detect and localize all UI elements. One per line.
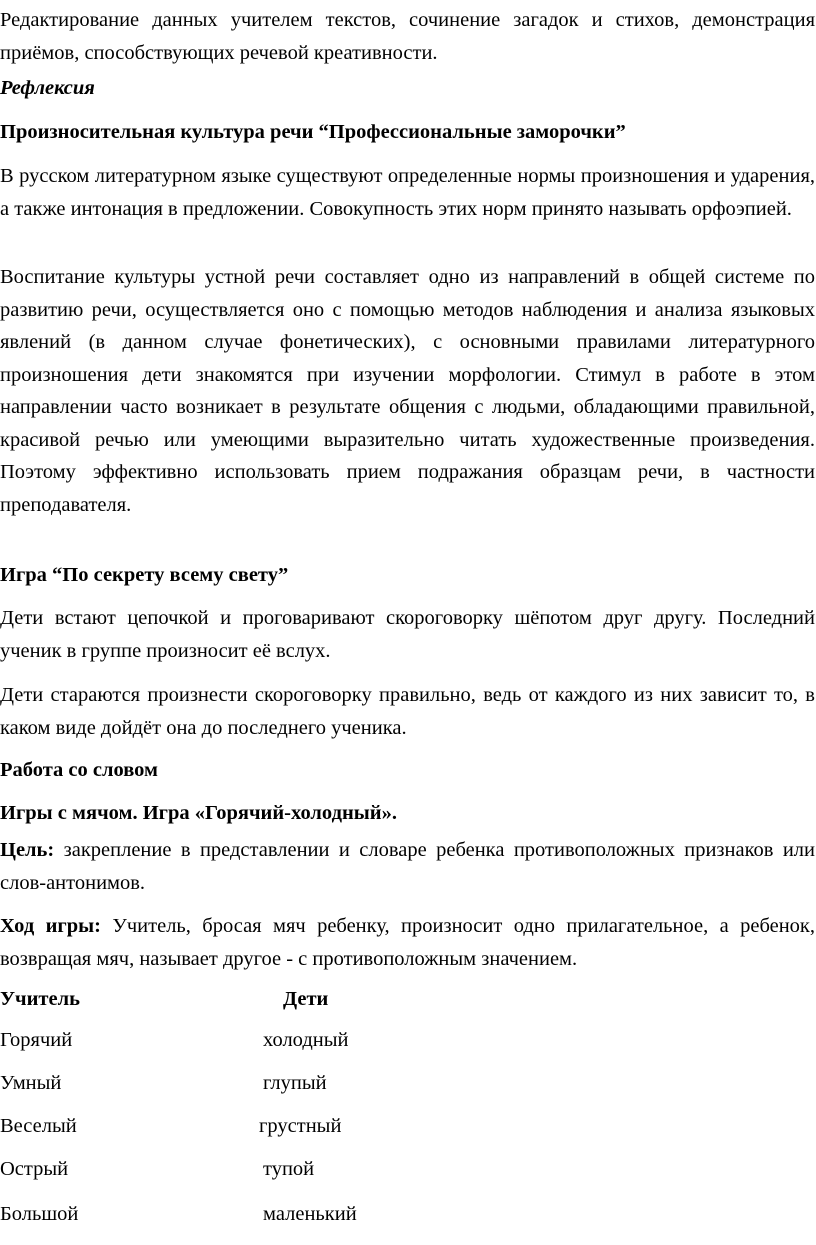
goal-label: Цель: (0, 839, 55, 861)
table-cell-children: грустный (259, 1115, 342, 1137)
table-cell-teacher: Умный (0, 1072, 62, 1094)
course-label: Ход игры: (0, 915, 101, 937)
table-cell-children: глупый (263, 1072, 327, 1094)
heading-pronunciation-culture: Произносительная культура речи “Профессиональные заморочки” (0, 121, 626, 143)
paragraph-chain: Дети встают цепочкой и проговаривают скороговорку шёпотом друг другу. Последний ученик в группе произносит её вслух. (0, 607, 815, 662)
table-cell-teacher: Большой (0, 1203, 79, 1225)
heading-game-secret: Игра “По секрету всему свету” (0, 564, 289, 586)
heading-reflection: Рефлексия (0, 77, 95, 99)
paragraph-course (0, 910, 815, 975)
table-row (0, 1110, 815, 1142)
table-header-children: Дети (283, 988, 329, 1010)
paragraph-norms: В русском литературном языке существуют определенные нормы произношения и ударения, а также интонация в предложении. Совокупность этих норм принято называть орфоэпией. (0, 165, 815, 220)
table-header-row (0, 983, 815, 1015)
table-cell-teacher: Горячий (0, 1029, 73, 1051)
table-cell-children: холодный (263, 1029, 349, 1051)
heading-word-work: Работа со словом (0, 759, 158, 781)
table-header-teacher: Учитель (0, 988, 80, 1010)
paragraph-try: Дети стараются произнести скороговорку правильно, ведь от каждого из них зависит то, в каком виде дойдёт она до последнего ученика. (0, 684, 815, 739)
table-row (0, 1024, 815, 1056)
table-cell-children: маленький (263, 1203, 357, 1225)
goal-text: закрепление в представлении и словаре ребенка противоположных признаков или слов-антонимов. (0, 839, 815, 894)
paragraph-goal (0, 834, 815, 899)
table-row (0, 1198, 815, 1230)
heading-ball-games: Игры с мячом. Игра «Горячий-холодный». (0, 802, 397, 824)
paragraph-intro: Редактирование данных учителем текстов, сочинение загадок и стихов, демонстрация приёмов, способствующих речевой креативности. (0, 9, 815, 64)
table-row (0, 1067, 815, 1099)
table-cell-teacher: Веселый (0, 1115, 77, 1137)
table-row (0, 1153, 815, 1185)
paragraph-upbringing: Воспитание культуры устной речи составляет одно из направлений в общей системе по развитию речи, осуществляется оно с помощью методов наблюдения и анализа языковых явлений (в данном случае фонетических), с основными правилами литературного произношения дети знакомятся при изучении морфологии. Стимул в работе в этом направлении часто возникает в результате общения с людьми, обладающими правильной, красивой речью или умеющими выразительно читать художественные произведения. Поэтому эффективно использовать прием подражания образцам речи, в частности преподавателя. (0, 266, 815, 516)
course-text: Учитель, бросая мяч ребенку, произносит одно прилагательное, а ребенок, возвращая мяч, называет другое - с противоположным значением. (0, 915, 816, 970)
table-cell-children: тупой (263, 1158, 315, 1180)
table-cell-teacher: Острый (0, 1158, 69, 1180)
